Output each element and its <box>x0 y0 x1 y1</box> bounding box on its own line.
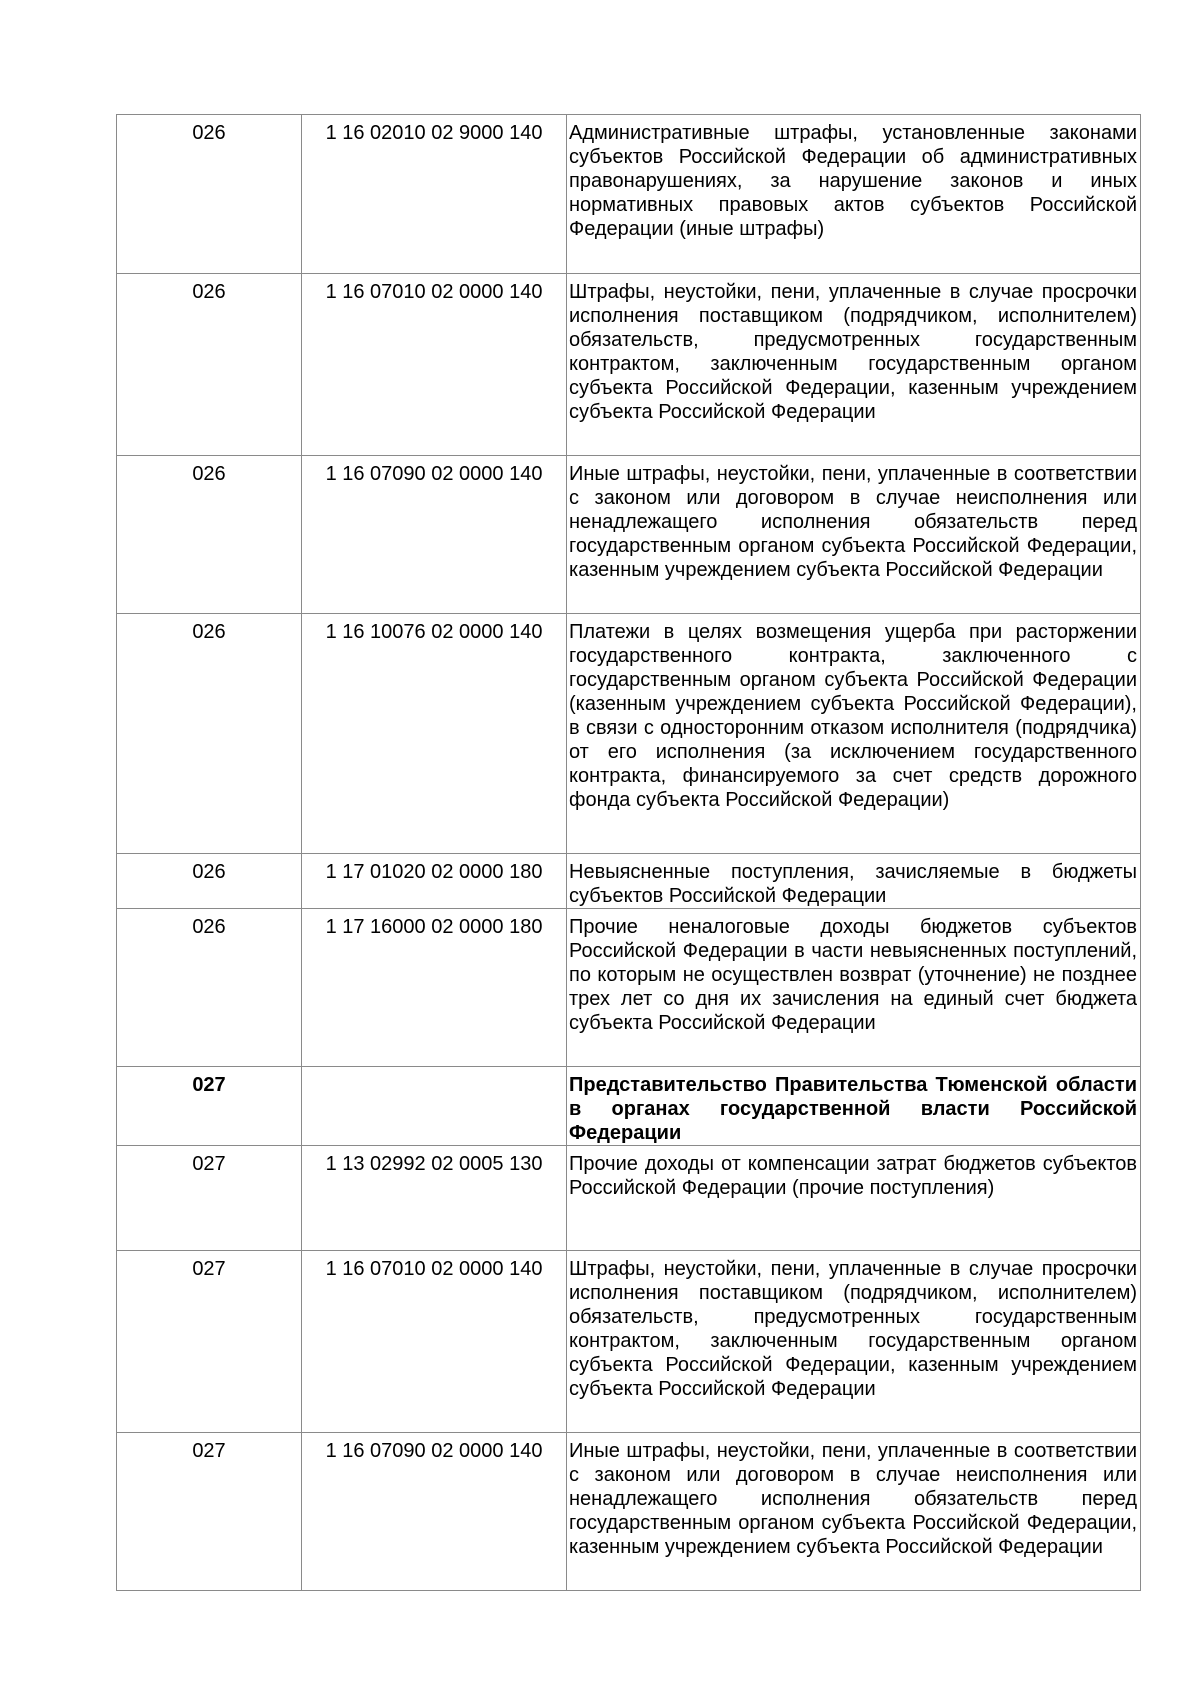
table-row <box>117 854 1141 909</box>
admin-code-cell: 027 <box>117 1433 302 1591</box>
budget-code-cell: 1 16 07010 02 0000 140 <box>302 274 567 456</box>
description-text: Иные штрафы, неустойки, пени, уплаченные в соответствии с законом или договором в случае неисполнения или ненадлежащего исполнения обязательств перед государственным органом субъекта Российской Федерации, казенным учреждением субъекта Российской Федерации <box>569 463 1137 581</box>
description-text: Платежи в целях возмещения ущерба при расторжении государственного контракта, заключенного с государственным органом субъекта Российской Федерации (казенным учреждением субъекта Российской Федерации), в связи с односторонним отказом исполнителя (подрядчика) от его исполнения (за исключением государственного контракта, финансируемого за счет средств дорожного фонда субъекта Российской Федерации) <box>569 621 1137 811</box>
description-cell <box>567 909 1141 1067</box>
admin-code-cell: 026 <box>117 274 302 456</box>
table-row <box>117 1433 1141 1591</box>
description-cell <box>567 1251 1141 1433</box>
description-cell <box>567 274 1141 456</box>
budget-code-cell: 1 13 02992 02 0005 130 <box>302 1146 567 1251</box>
description-cell <box>567 1433 1141 1591</box>
table-row <box>117 909 1141 1067</box>
table-row <box>117 456 1141 614</box>
description-text: Иные штрафы, неустойки, пени, уплаченные в соответствии с законом или договором в случае неисполнения или ненадлежащего исполнения обязательств перед государственным органом субъекта Российской Федерации, казенным учреждением субъекта Российской Федерации <box>569 1440 1137 1558</box>
budget-code-cell: 1 16 02010 02 9000 140 <box>302 115 567 274</box>
description-text: Штрафы, неустойки, пени, уплаченные в случае просрочки исполнения поставщиком (подрядчиком, исполнителем) обязательств, предусмотренных государственным контрактом, заключенным государственным органом субъекта Российской Федерации, казенным учреждением субъекта Российской Федерации <box>569 281 1137 423</box>
description-cell <box>567 1146 1141 1251</box>
budget-code-cell <box>302 1067 567 1146</box>
budget-code-cell: 1 17 16000 02 0000 180 <box>302 909 567 1067</box>
description-cell <box>567 614 1141 854</box>
table-row <box>117 1146 1141 1251</box>
table-row <box>117 115 1141 274</box>
admin-code-cell: 027 <box>117 1146 302 1251</box>
admin-code-cell: 026 <box>117 909 302 1067</box>
budget-code-cell: 1 17 01020 02 0000 180 <box>302 854 567 909</box>
description-cell <box>567 854 1141 909</box>
table-row <box>117 614 1141 854</box>
table-row <box>117 274 1141 456</box>
description-text: Штрафы, неустойки, пени, уплаченные в случае просрочки исполнения поставщиком (подрядчиком, исполнителем) обязательств, предусмотренных государственным контрактом, заключенным государственным органом субъекта Российской Федерации, казенным учреждением субъекта Российской Федерации <box>569 1258 1137 1400</box>
description-cell <box>567 1067 1141 1146</box>
revenue-codes-table <box>116 114 1141 1591</box>
budget-code-cell: 1 16 07090 02 0000 140 <box>302 1433 567 1591</box>
admin-code-cell: 026 <box>117 115 302 274</box>
admin-code-cell: 026 <box>117 614 302 854</box>
budget-code-cell: 1 16 07010 02 0000 140 <box>302 1251 567 1433</box>
description-cell <box>567 456 1141 614</box>
admin-code-cell: 027 <box>117 1251 302 1433</box>
admin-code-cell: 027 <box>117 1067 302 1146</box>
admin-code-cell: 026 <box>117 456 302 614</box>
table-row <box>117 1067 1141 1146</box>
description-text: Невыясненные поступления, зачисляемые в бюджеты субъектов Российской Федерации <box>569 861 1137 907</box>
description-cell <box>567 115 1141 274</box>
budget-code-cell: 1 16 10076 02 0000 140 <box>302 614 567 854</box>
description-text: Прочие неналоговые доходы бюджетов субъектов Российской Федерации в части невыясненных поступлений, по которым не осуществлен возврат (уточнение) не позднее трех лет со дня их зачисления на единый счет бюджета субъекта Российской Федерации <box>569 916 1137 1034</box>
description-text: Административные штрафы, установленные законами субъектов Российской Федерации об административных правонарушениях, за нарушение законов и иных нормативных правовых актов субъектов Российской Федерации (иные штрафы) <box>569 122 1137 240</box>
table-row <box>117 1251 1141 1433</box>
budget-code-cell: 1 16 07090 02 0000 140 <box>302 456 567 614</box>
description-text: Прочие доходы от компенсации затрат бюджетов субъектов Российской Федерации (прочие поступления) <box>569 1153 1137 1199</box>
admin-code-cell: 026 <box>117 854 302 909</box>
description-text: Представительство Правительства Тюменской области в органах государственной власти Российской Федерации <box>569 1074 1137 1144</box>
